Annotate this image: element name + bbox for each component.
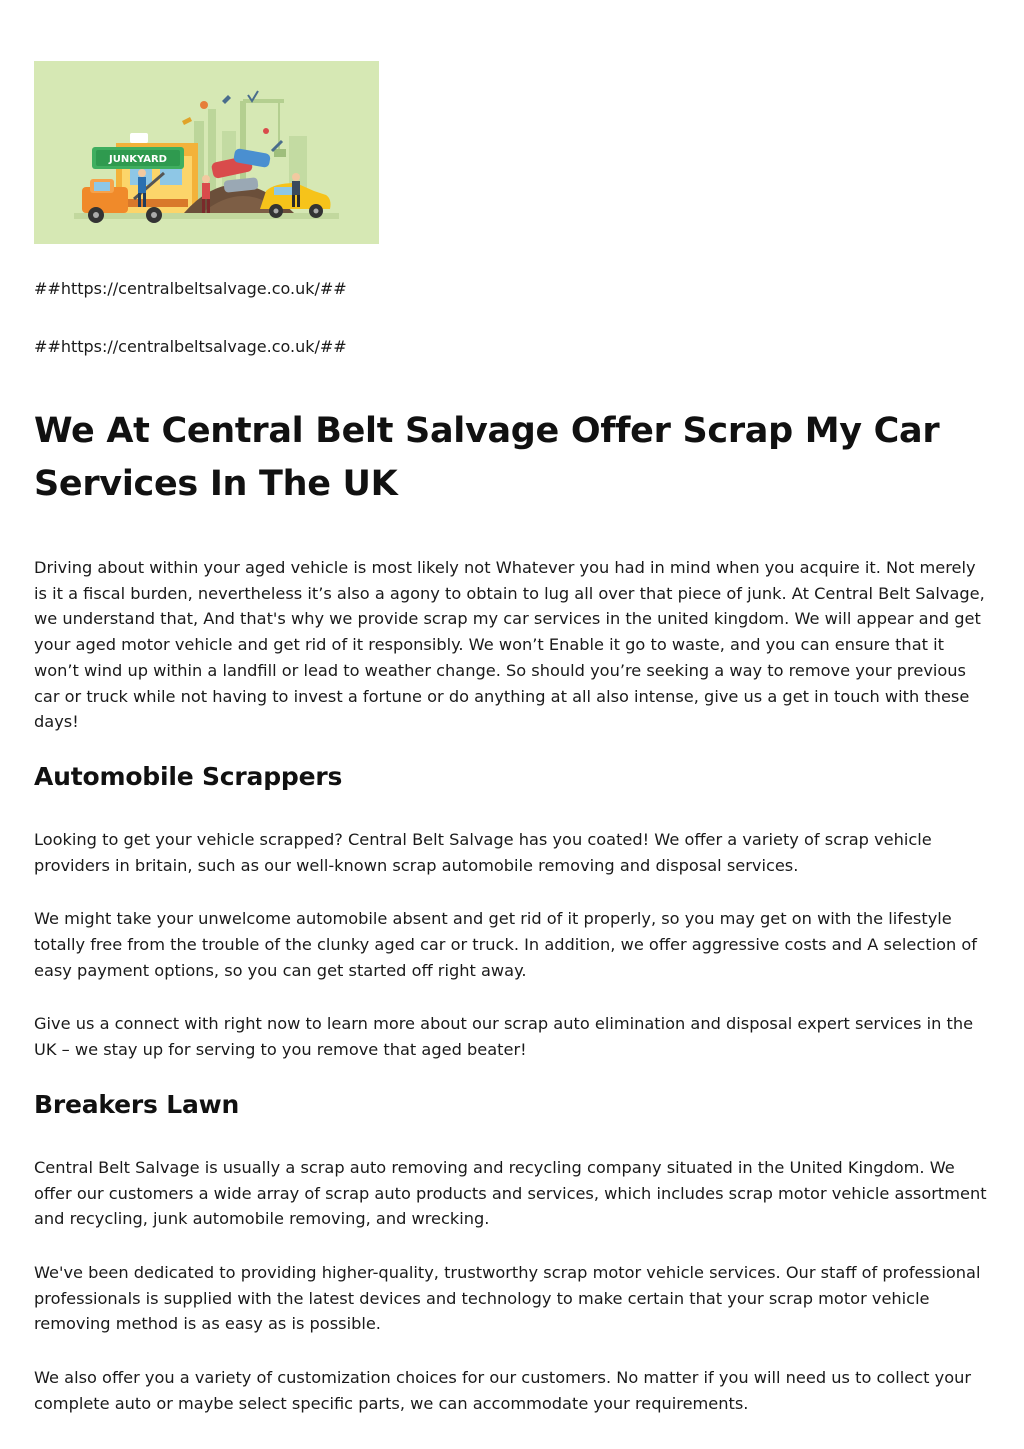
url-line: ##https://centralbeltsalvage.co.uk/##	[34, 337, 347, 356]
intro-paragraph: Driving about within your aged vehicle is most likely not Whatever you had in mind when you acquire it. Not merely is it a fiscal burden, nevertheless it’s also a agony to obtain to lug all over that piece of junk. At Central Belt Salvage, we understand that, And that's why we provide scrap my car services in the united kingdom. We will appear and get your aged motor vehicle and get rid of it responsibly. We won’t Enable it go to waste, and you can ensure that it won’t wind up within a landfill or lead to weather change. So should you’re seeking a way to remove your previous car or truck while not having to invest a fortune or do anything at all also intense, give us a get in touch with these days!	[34, 558, 985, 732]
section-heading-automobile-scrappers: Automobile Scrappers	[34, 761, 343, 791]
paragraph: Looking to get your vehicle scrapped? Central Belt Salvage has you coated! We offer a variety of scrap vehicle providers in britain, such as our well-known scrap automobile removing and disposal services.	[34, 829, 932, 875]
paragraph: We might take your unwelcome automobile absent and get rid of it properly, so you may get on with the lifestyle totally free from the trouble of the clunky aged car or truck. In addition, we offer aggressive costs and A selection of easy payment options, so you can get started off right away.	[34, 909, 978, 980]
sign-text: JUNKYARD	[109, 154, 167, 165]
paragraph: We also offer you a variety of customization choices for our customers. No matter if you will need us to collect your complete auto or maybe select specific parts, we can accommodate your requirements.	[34, 1368, 972, 1413]
section-heading-breakers-lawn: Breakers Lawn	[34, 1089, 240, 1119]
junkyard-illustration	[34, 61, 379, 244]
paragraph: We've been dedicated to providing higher-quality, trustworthy scrap motor vehicle services. Our staff of professional professionals is supplied with the latest devices and technology to make certain that your scrap motor vehicle removing method is as easy as is possible.	[34, 1262, 981, 1334]
page-title: We At Central Belt Salvage Offer Scrap My Car Services In The UK	[34, 411, 940, 504]
paragraph: Give us a connect with right now to learn more about our scrap auto elimination and disposal expert services in the UK – we stay up for serving to you remove that aged beater!	[34, 1014, 974, 1060]
url-line: ##https://centralbeltsalvage.co.uk/##	[34, 279, 347, 298]
article	[34, 61, 990, 1416]
paragraph: Central Belt Salvage is usually a scrap auto removing and recycling company situated in the United Kingdom. We offer our customers a wide array of scrap auto products and services, which includes scrap motor vehicle assortment and recycling, junk automobile removing, and wrecking.	[34, 1157, 987, 1229]
